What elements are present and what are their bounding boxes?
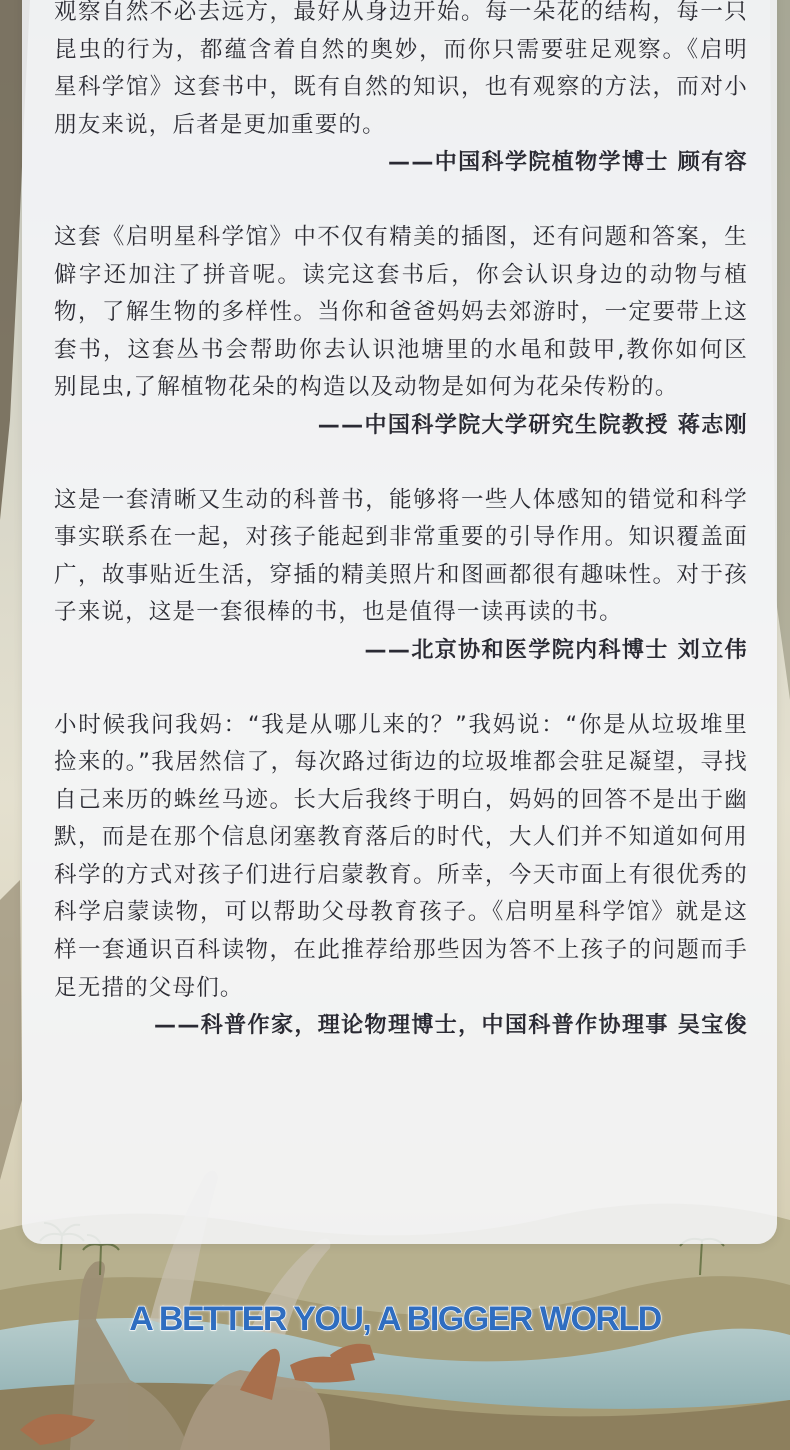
review-2 — [54, 219, 748, 445]
review-signature: ——科普作家，理论物理博士，中国科普作协理事 吴宝俊 — [153, 1013, 748, 1039]
review-paragraph: 这是一套清晰又生动的科普书，能够将一些人体感知的错觉和科学事实联系在一起，对孩子能起到非常重要的引导作用。知识覆盖面广，故事贴近生活，穿插的精美照片和图画都很有趣味性。对于孩子来说，这是一套很棒的书，也是值得一读再读的书。 — [54, 486, 748, 626]
review-1 — [54, 0, 748, 182]
review-signature: ——中国科学院大学研究生院教授 蒋志刚 — [317, 412, 748, 438]
review-paragraph: 这套《启明星科学馆》中不仅有精美的插图，还有问题和答案，生僻字还加注了拼音呢。读完这套书后，你会认识身边的动物与植物，了解生物的多样性。当你和爸爸妈妈去郊游时，一定要带上这套书，这套丛书会帮助你去认识池塘里的水黾和鼓甲,教你如何区别昆虫,了解植物花朵的构造以及动物是如何为花朵传粉的。 — [54, 223, 748, 401]
slogan-text: A BETTER YOU, A BIGGER WORLD — [129, 1300, 661, 1338]
review-4 — [54, 707, 748, 1045]
review-signature: ——中国科学院植物学博士 顾有容 — [387, 150, 748, 176]
review-paragraph: 小时候我问我妈：“我是从哪儿来的？”我妈说：“你是从垃圾堆里捡来的。”我居然信了，每次路过街边的垃圾堆都会驻足凝望，寻找自己来历的蛛丝马迹。长大后我终于明白，妈妈的回答不是出于幽默，而是在那个信息闭塞教育落后的时代，大人们并不知道如何用科学的方式对孩子们进行启蒙教育。所幸，今天市面上有很优秀的科学启蒙读物，可以帮助父母教育孩子。《启明星科学馆》就是这样一套通识百科读物，在此推荐给那些因为答不上孩子的问题而手足无措的父母们。 — [54, 711, 748, 1001]
review-signature: ——北京协和医学院内科博士 刘立伟 — [364, 637, 748, 663]
reviews-section — [54, 0, 748, 1045]
review-3 — [54, 482, 748, 670]
review-paragraph: 观察自然不必去远方，最好从身边开始。每一朵花的结构，每一只昆虫的行为，都蕴含着自然的奥妙，而你只需要驻足观察。《启明星科学馆》这套书中，既有自然的知识，也有观察的方法，而对小朋友来说，后者是更加重要的。 — [54, 0, 748, 138]
